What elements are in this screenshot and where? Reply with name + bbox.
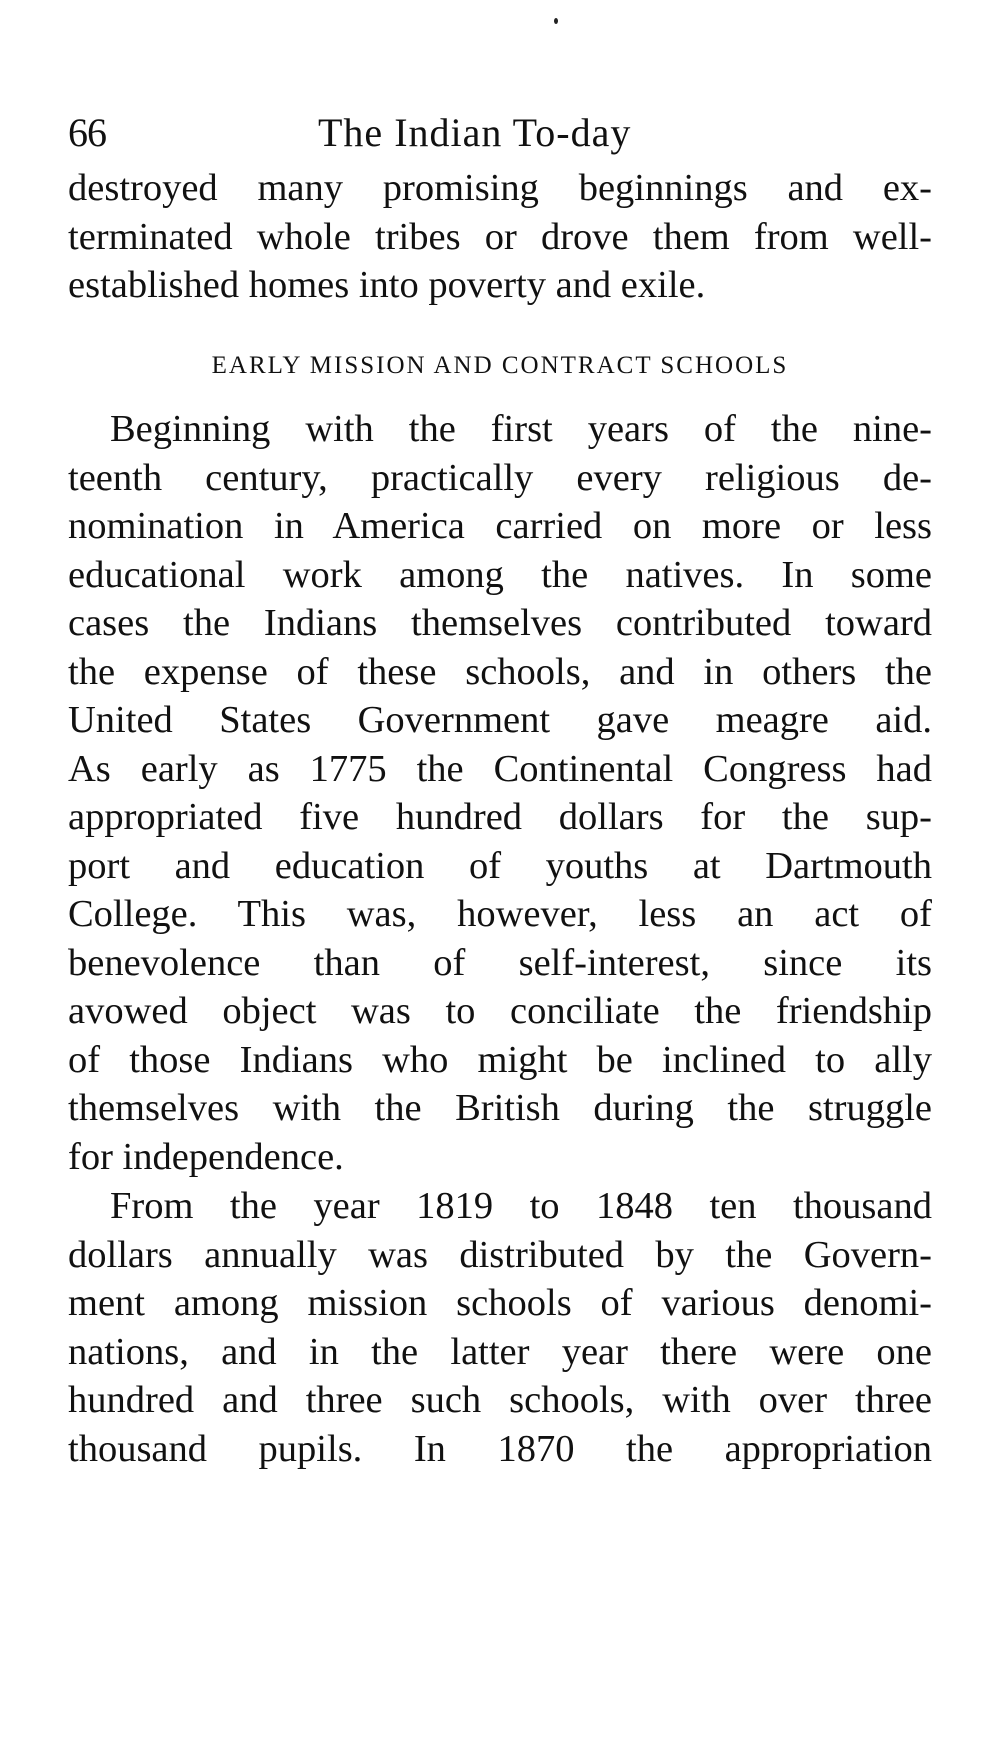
text-line: Beginning with the first years of the nine- bbox=[110, 408, 932, 450]
paragraph-appropriations bbox=[68, 1182, 932, 1473]
text-line: destroyed many promising beginnings and ex- bbox=[68, 167, 932, 209]
text-line: nations, and in the latter year there were one bbox=[68, 1330, 932, 1373]
text-line: As early as 1775 the Continental Congress had bbox=[68, 747, 932, 790]
text-line: From the year 1819 to 1848 ten thousand bbox=[110, 1185, 932, 1227]
text-line: terminated whole tribes or drove them from well- bbox=[68, 215, 932, 258]
text-line: cases the Indians themselves contributed toward bbox=[68, 602, 932, 644]
ink-speck bbox=[554, 18, 558, 24]
book-page bbox=[68, 0, 932, 1747]
text-line: teenth century, practically every religious de- bbox=[68, 456, 932, 499]
paragraph-early-schools bbox=[68, 405, 932, 1181]
text-line: port and education of youths at Dartmouth bbox=[68, 844, 932, 887]
continuation-paragraph bbox=[68, 164, 932, 310]
text-line: College. This was, however, less an act of bbox=[68, 893, 932, 935]
text-line: dollars annually was distributed by the Govern- bbox=[68, 1233, 932, 1276]
text-line: established homes into poverty and exile. bbox=[68, 264, 706, 306]
text-line: educational work among the natives. In some bbox=[68, 553, 932, 596]
text-line: thousand pupils. In 1870 the appropriation bbox=[68, 1427, 932, 1470]
section-heading: EARLY MISSION AND CONTRACT SCHOOLS bbox=[211, 352, 789, 379]
running-title: The Indian To-day bbox=[318, 110, 632, 155]
text-line: themselves with the British during the struggle bbox=[68, 1087, 932, 1129]
text-line: the expense of these schools, and in others the bbox=[68, 650, 932, 693]
text-line: ment among mission schools of various denomi- bbox=[68, 1282, 932, 1324]
text-line: for independence. bbox=[68, 1135, 344, 1178]
text-line: nomination in America carried on more or less bbox=[68, 505, 932, 547]
text-line: avowed object was to conciliate the friendship bbox=[68, 990, 932, 1032]
text-line: appropriated five hundred dollars for the sup- bbox=[68, 796, 932, 838]
text-line: United States Government gave meagre aid. bbox=[68, 699, 932, 741]
text-line: of those Indians who might be inclined to ally bbox=[68, 1038, 932, 1081]
text-line: hundred and three such schools, with over three bbox=[68, 1379, 932, 1421]
running-header bbox=[68, 108, 932, 158]
page-number: 66 bbox=[68, 110, 106, 155]
text-line: benevolence than of self-interest, since its bbox=[68, 941, 932, 984]
